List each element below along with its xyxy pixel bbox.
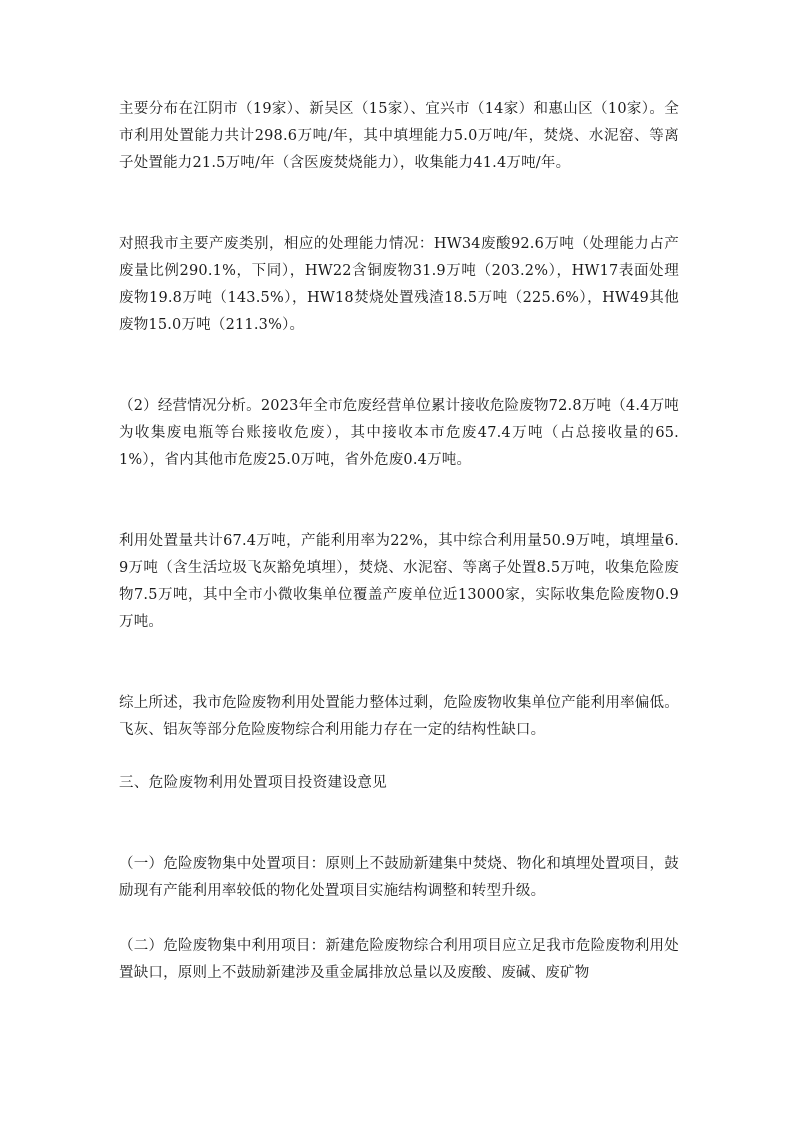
paragraph-summary: 综上所述，我市危险废物利用处置能力整体过剩，危险废物收集单位产能利用率偏低。飞灰、铝灰等部分危险废物综合利用能力存在一定的结构性缺口。 xyxy=(119,695,679,738)
paragraph-centralized-utilization: （二）危险废物集中利用项目：新建危险废物综合利用项目应立足我市危险废物利用处置缺口，原则上不鼓励新建涉及重金属排放总量以及废酸、废碱、废矿物 xyxy=(119,938,679,981)
paragraph-treatment-capacity: 对照我市主要产废类别，相应的处理能力情况：HW34废酸92.6万吨（处理能力占产废量比例290.1%，下同），HW22含铜废物31.9万吨（203.2%），HW17表面处理废物19.8万吨（143.5%），HW18焚烧处置残渣18.5万吨（225.6%），HW49其他废物15.0万吨（211.3%）。 xyxy=(119,236,679,333)
paragraph-centralized-disposal: （一）危险废物集中处置项目：原则上不鼓励新建集中焚烧、物化和填埋处置项目，鼓励现有产能利用率较低的物化处置项目实施结构调整和转型升级。 xyxy=(119,856,679,899)
paragraph-operation-analysis: （2）经营情况分析。2023年全市危废经营单位累计接收危险废物72.8万吨（4.4万吨为收集废电瓶等台账接收危废），其中接收本市危废47.4万吨（占总接收量的65.1%），省内其他市危废25.0万吨，省外危废0.4万吨。 xyxy=(119,398,679,468)
paragraph-utilization-volume: 利用处置量共计67.4万吨，产能利用率为22%，其中综合利用量50.9万吨，填埋量6.9万吨（含生活垃圾飞灰豁免填埋），焚烧、水泥窑、等离子处置8.5万吨，收集危险废物7.5万吨，其中全市小微收集单位覆盖产废单位近13000家，实际收集危险废物0.9万吨。 xyxy=(119,533,679,630)
section-heading-investment-opinions: 三、危险废物利用处置项目投资建设意见 xyxy=(119,775,388,791)
paragraph-distribution-capacity: 主要分布在江阴市（19家）、新吴区（15家）、宜兴市（14家）和惠山区（10家）。全市利用处置能力共计298.6万吨/年，其中填埋能力5.0万吨/年，焚烧、水泥窑、等离子处置能力21.5万吨/年（含医废焚烧能力），收集能力41.4万吨/年。 xyxy=(119,101,679,171)
